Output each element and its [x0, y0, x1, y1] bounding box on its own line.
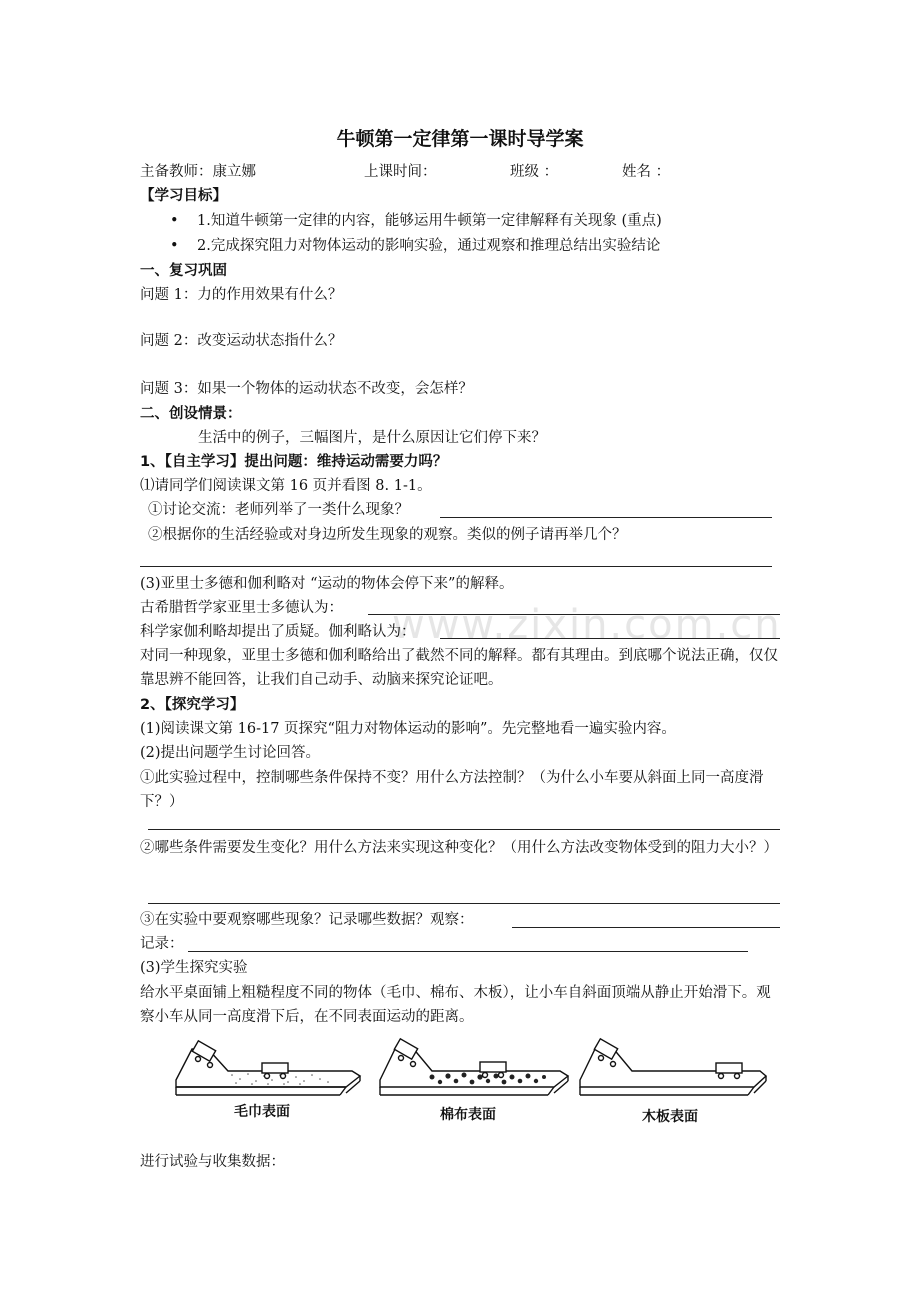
teacher-label: 主备教师：康立娜: [140, 164, 256, 180]
goals-heading: 【学习目标】: [140, 188, 227, 204]
experiment-heading: (3)学生探究实验: [140, 960, 248, 976]
answer-line[interactable]: [512, 927, 780, 928]
answer-line[interactable]: [368, 614, 780, 615]
page-title: 牛顿第一定律第一课时导学案: [336, 128, 584, 150]
aristotle-label: 古希腊哲学家亚里士多德认为：: [140, 600, 343, 616]
self-study-heading: 1、【自主学习】提出问题：维持运动需要力吗？: [140, 454, 448, 470]
name-label: 姓名 ：: [622, 164, 671, 180]
towel-surface-diagram: [176, 1041, 360, 1095]
question-observe: ③在实验中要观察哪些现象？记录哪些数据？观察：: [140, 912, 474, 928]
caption-wood: 木板表面: [642, 1109, 698, 1125]
question-change: ②哪些条件需要发生变化？用什么方法来实现这种变化？（用什么方法改变物体受到的阻力大小？）: [140, 840, 778, 856]
explore-heading: 2、【探究学习】: [140, 697, 245, 713]
answer-line[interactable]: [148, 829, 780, 830]
goal-bullet: •: [170, 238, 179, 254]
answer-line[interactable]: [440, 517, 772, 518]
answer-line[interactable]: [148, 903, 780, 904]
galileo-label: 科学家伽利略却提出了质疑。伽利略认为：: [140, 624, 416, 640]
time-label: 上课时间：: [364, 164, 437, 180]
question-3: 问题 3：如果一个物体的运动状态不改变，会怎样？: [140, 381, 473, 397]
goal-item: 1.知道牛顿第一定律的内容，能够运用牛顿第一定律解释有关现象 (重点): [197, 213, 662, 229]
answer-line[interactable]: [440, 638, 780, 639]
compare-paragraph: 对同一种现象，亚里士多德和伽利略给出了截然不同的解释。都有其理由。到底哪个说法正确，仅仅靠思辨不能回答，让我们自己动手、动脑来探究论证吧。: [140, 648, 778, 688]
self-item-2: ①讨论交流：老师列举了一类什么现象？: [148, 502, 409, 518]
answer-line[interactable]: [140, 566, 772, 567]
data-collection-label: 进行试验与收集数据：: [140, 1154, 285, 1170]
caption-towel: 毛巾表面: [234, 1104, 290, 1120]
self-item-4: (3)亚里士多德和伽利略对 “运动的物体会停下来”的解释。: [140, 576, 514, 592]
scene-heading: 二、创设情景：: [140, 406, 242, 422]
cotton-surface-diagram: [380, 1039, 568, 1095]
review-heading: 一、复习巩固: [140, 263, 227, 279]
record-label: 记录：: [140, 936, 184, 952]
question-2: 问题 2：改变运动状态指什么？: [140, 333, 343, 349]
experiment-text: 给水平桌面铺上粗糙程度不同的物体（毛巾、棉布、木板），让小车自斜面顶端从静止开始滑下。观察小车从同一高度滑下后，在不同表面运动的距离。: [140, 985, 771, 1025]
goal-bullet: •: [170, 213, 179, 229]
self-item-1: ⑴请同学们阅读课文第 16 页并看图 8. 1-1。: [140, 478, 432, 494]
goal-item: 2.完成探究阻力对物体运动的影响实验，通过观察和推理总结出实验结论: [197, 238, 661, 254]
explore-item-1: (1)阅读课文第 16-17 页探究“阻力对物体运动的影响”。先完整地看一遍实验内容。: [140, 721, 676, 737]
self-item-3: ②根据你的生活经验或对身边所发生现象的观察。类似的例子请再举几个？: [148, 527, 627, 543]
wood-surface-diagram: [580, 1039, 766, 1095]
answer-line[interactable]: [188, 951, 748, 952]
watermark: www.zixin.com.cn: [392, 602, 782, 648]
scene-text: 生活中的例子，三幅图片，是什么原因让它们停下来？: [198, 430, 546, 446]
caption-cotton: 棉布表面: [440, 1107, 496, 1123]
question-1: 问题 1：力的作用效果有什么？: [140, 287, 343, 303]
class-label: 班级 ：: [510, 164, 559, 180]
explore-item-2: (2)提出问题学生讨论回答。: [140, 745, 321, 761]
question-control: ①此实验过程中，控制哪些条件保持不变？用什么方法控制？（为什么小车要从斜面上同一高度滑下？）: [140, 770, 764, 810]
